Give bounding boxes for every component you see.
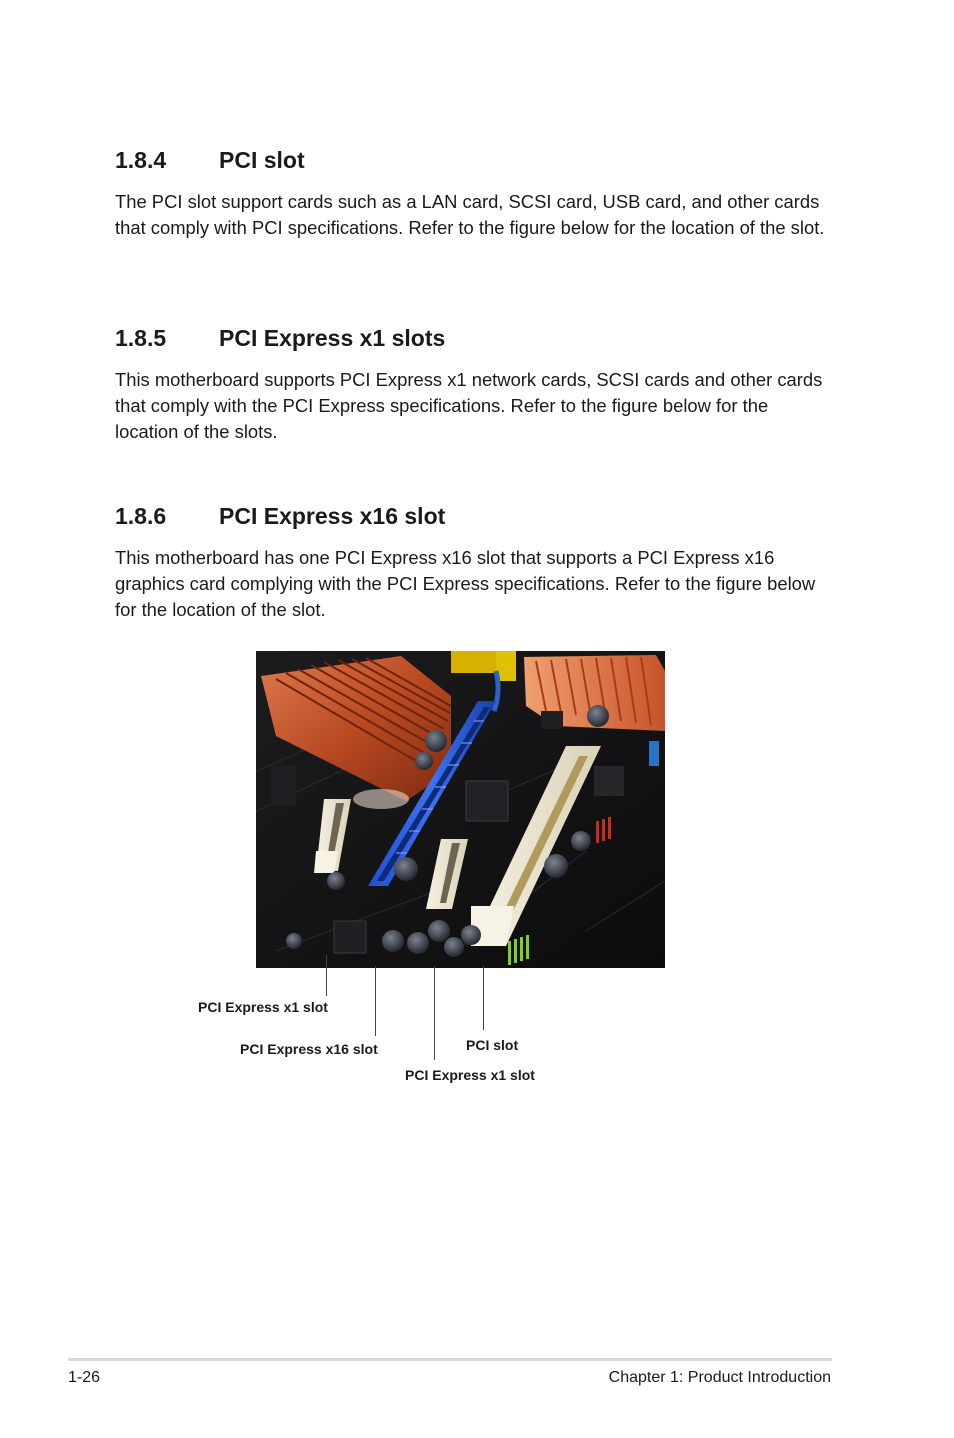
section-heading-pci-slot [115, 147, 305, 174]
section-heading-pcie-x16 [115, 503, 445, 530]
callout-line-pci-slot [483, 966, 484, 1030]
section-body-pcie-x16: This motherboard has one PCI Express x16 slot that supports a PCI Express x16 graphics card complying with the PCI Express specifications. Refer to the figure below for the location of the slot. [115, 547, 816, 620]
footer-chapter-title: Chapter 1: Product Introduction [608, 1369, 831, 1386]
section-body-pci-slot: The PCI slot support cards such as a LAN card, SCSI card, USB card, and other cards that comply with PCI specifications. Refer to the figure below for the location of the slot. [115, 191, 825, 238]
section-body-pcie-x1: This motherboard supports PCI Express x1 network cards, SCSI cards and other cards that comply with the PCI Express specifications. Refer to the figure below for the location of the slots. [115, 369, 823, 442]
section-number: 1.8.4 [115, 147, 167, 173]
section-title: PCI Express x1 slots [219, 325, 446, 351]
section-title: PCI slot [219, 147, 305, 173]
callout-label-pcie-x1-middle: PCI Express x1 slot [405, 1067, 535, 1083]
callout-line-pcie-x16 [375, 966, 376, 1036]
callout-label-pcie-x16: PCI Express x16 slot [240, 1041, 378, 1057]
callout-line-pcie-x1-left [326, 955, 327, 996]
section-title: PCI Express x16 slot [219, 503, 446, 529]
section-number: 1.8.5 [115, 325, 167, 351]
section-heading-pcie-x1 [115, 325, 445, 352]
callout-label-pcie-x1-left: PCI Express x1 slot [198, 999, 328, 1015]
section-number: 1.8.6 [115, 503, 167, 529]
footer-page-number: 1-26 [68, 1369, 101, 1386]
footer-divider [68, 1358, 832, 1361]
callout-line-pcie-x1-middle [434, 966, 435, 1060]
motherboard-photo [256, 651, 665, 968]
callout-label-pci-slot: PCI slot [466, 1037, 519, 1053]
